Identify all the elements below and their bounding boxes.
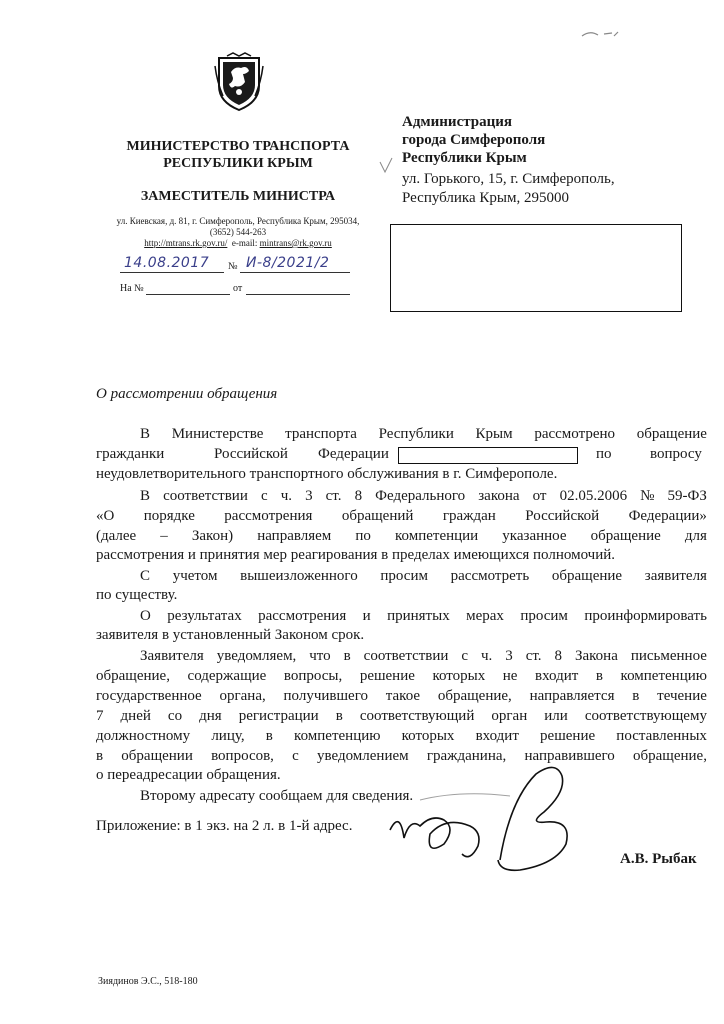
position-title: ЗАМЕСТИТЕЛЬ МИНИСТРА [140, 189, 336, 204]
word: дней [120, 708, 151, 724]
word: рассмотрения [224, 508, 313, 524]
body-p1-line1 [140, 426, 707, 443]
ministry-contacts [100, 238, 376, 249]
word: просим [380, 568, 428, 584]
word: вопросов, [211, 748, 274, 764]
word: в [96, 748, 104, 764]
word: указанное [502, 528, 567, 544]
word: (далее [96, 528, 137, 544]
registration-number: И-8/2021/2 [246, 255, 330, 271]
word: 3 [305, 488, 313, 504]
word: течение [657, 688, 707, 704]
word: которых [432, 668, 486, 684]
addressee-line5: Республика Крым, 295000 [402, 190, 569, 206]
word: письменное [630, 648, 707, 664]
word: Федерации» [628, 508, 707, 524]
body-p2-line4: рассмотрения и принятия мер реагирования в пределах имеющихся полномочий. [96, 547, 616, 563]
word: компетенцию [620, 668, 707, 684]
word: мерах [466, 608, 504, 624]
addressee-line1: Администрация [402, 114, 513, 130]
word: с [292, 748, 299, 764]
word: просим [520, 608, 568, 624]
word: рассмотрено [534, 426, 616, 442]
body-p5-line4 [96, 708, 707, 725]
reply-to-label: На № [120, 283, 144, 294]
word: со [167, 708, 183, 724]
attachment-note: Приложение: в 1 экз. на 2 л. в 1-й адрес. [96, 818, 353, 834]
word: О [140, 608, 151, 624]
reply-from-label: от [233, 283, 243, 294]
body-p4-line1 [140, 608, 707, 625]
word: «О [96, 508, 115, 524]
word: ст. [525, 648, 542, 664]
word: в [265, 728, 273, 744]
word: Федерального [375, 488, 466, 504]
body-p3-line2: по существу. [96, 587, 178, 603]
word: компетенции [394, 528, 479, 544]
word: обращение [551, 568, 623, 584]
word: обращение, [633, 748, 707, 764]
word: заявителя [644, 568, 707, 584]
redacted-second-addressee [390, 224, 682, 312]
word: решение [540, 728, 596, 744]
word: ст. [325, 488, 342, 504]
email-label: e-mail: [231, 238, 258, 248]
coat-of-arms-emblem [213, 52, 265, 112]
word: обращение, [96, 668, 170, 684]
word: закона [478, 488, 520, 504]
word: Закона [574, 648, 618, 664]
executor-contact: Зиядинов Э.С., 518-180 [98, 976, 198, 987]
word: которых [401, 728, 455, 744]
addressee-line3: Республики Крым [402, 150, 527, 166]
corner-mark [580, 28, 620, 40]
word: направившего [524, 748, 615, 764]
body-p3-line1 [140, 568, 707, 585]
word: В [140, 488, 151, 504]
word: обращение [590, 528, 661, 544]
word: компетенцию [294, 728, 381, 744]
word: 59-ФЗ [667, 488, 707, 504]
word: Заявителя [140, 648, 204, 664]
ministry-name-line2: РЕСПУБЛИКИ КРЫМ [163, 156, 313, 171]
word: порядке [143, 508, 195, 524]
word: Министерстве [171, 426, 264, 442]
word: такое [385, 688, 421, 704]
word: обращение, [437, 688, 512, 704]
registration-date: 14.08.2017 [124, 255, 210, 271]
word: 8 [554, 648, 563, 664]
word: граждан [442, 508, 496, 524]
signer-name: А.В. Рыбак [620, 851, 697, 867]
word: соответствующий [359, 708, 475, 724]
word: Российской [525, 508, 600, 524]
word: получившего [283, 688, 368, 704]
word: № [640, 488, 655, 504]
redacted-applicant-name [398, 447, 578, 464]
ministry-name-line1: МИНИСТЕРСТВО ТРАНСПОРТА [126, 139, 350, 154]
word: уведомлением [316, 748, 409, 764]
website-link[interactable]: http://mtrans.rk.gov.ru/ [144, 238, 228, 248]
ministry-address: ул. Киевская, д. 81, г. Симферополь, Республика Крым, 295034, [116, 216, 360, 226]
word: обращений [341, 508, 414, 524]
word: учетом [172, 568, 218, 584]
word: С [140, 568, 151, 584]
word: 8 [354, 488, 363, 504]
word: обращении [121, 748, 193, 764]
word: В [140, 426, 151, 442]
body-p5-line1 [140, 648, 707, 665]
word: результатах [167, 608, 242, 624]
word: входит [535, 668, 579, 684]
word: содержащие [187, 668, 267, 684]
word: вышеизложенного [240, 568, 358, 584]
word: и [362, 608, 371, 624]
word: Крым [475, 426, 513, 442]
word: направляем [257, 528, 332, 544]
word: – [160, 528, 168, 544]
addressee-line4: ул. Горького, 15, г. Симферополь, [402, 171, 615, 187]
word: дня [199, 708, 222, 724]
word: Закон) [191, 528, 234, 544]
word: в [595, 668, 603, 684]
word: с [461, 648, 469, 664]
body-p4-line2: заявителя в установленный Законом срок. [96, 627, 365, 643]
word: транспорта [285, 426, 357, 442]
email-link[interactable]: mintrans@rk.gov.ru [259, 238, 332, 248]
word: проинформировать [584, 608, 707, 624]
word: вопросы, [283, 668, 343, 684]
word: государственное [96, 688, 202, 704]
word: решение [359, 668, 415, 684]
word: с [260, 488, 268, 504]
word: что [309, 648, 331, 664]
word: органа, [219, 688, 266, 704]
word: соответствующему [584, 708, 707, 724]
word: 02.05.2006 [559, 488, 628, 504]
word: орган [491, 708, 528, 724]
word: ч. [280, 488, 292, 504]
word: рассмотрения [258, 608, 347, 624]
word: гражданина, [426, 748, 507, 764]
letter-subject: О рассмотрении обращения [96, 386, 278, 402]
handwritten-signature [360, 760, 580, 880]
word: не [502, 668, 518, 684]
body-p6: Второму адресату сообщаем для сведения. [140, 788, 414, 804]
body-p2-line2 [96, 508, 707, 525]
body-p5-line7: о переадресации обращения. [96, 767, 281, 783]
word: в [343, 648, 351, 664]
word: в [335, 708, 343, 724]
ministry-phone: (3652) 544-263 [209, 227, 267, 237]
word: обращение [636, 426, 707, 442]
word: в [632, 688, 640, 704]
body-p1-line3: неудовлетворительного транспортного обслуживания в г. Симферополе. [96, 466, 558, 482]
registration-number-label: № [228, 261, 238, 272]
word: 3 [505, 648, 513, 664]
word: для [684, 528, 707, 544]
body-p2-line1 [140, 488, 707, 505]
body-p5-line2 [96, 668, 707, 685]
word: принятых [387, 608, 450, 624]
body-p5-line3 [96, 688, 707, 705]
word: ч. [481, 648, 493, 664]
word: регистрации [238, 708, 319, 724]
word: Республики [378, 426, 454, 442]
word: поставленных [616, 728, 707, 744]
word: или [544, 708, 568, 724]
body-p5-line5 [96, 728, 707, 745]
word: соответствии [163, 488, 248, 504]
word: от [532, 488, 547, 504]
word: направляется [529, 688, 615, 704]
word: соответствии [363, 648, 449, 664]
word: рассмотреть [450, 568, 530, 584]
check-mark [378, 156, 394, 176]
word: лицу, [211, 728, 245, 744]
word: 7 [96, 708, 104, 724]
word: по [355, 528, 371, 544]
addressee-line2: города Симферополя [402, 132, 546, 148]
body-p2-line3 [96, 528, 707, 545]
word: уведомляем, [216, 648, 297, 664]
word: входит [475, 728, 519, 744]
word: должностному [96, 728, 191, 744]
